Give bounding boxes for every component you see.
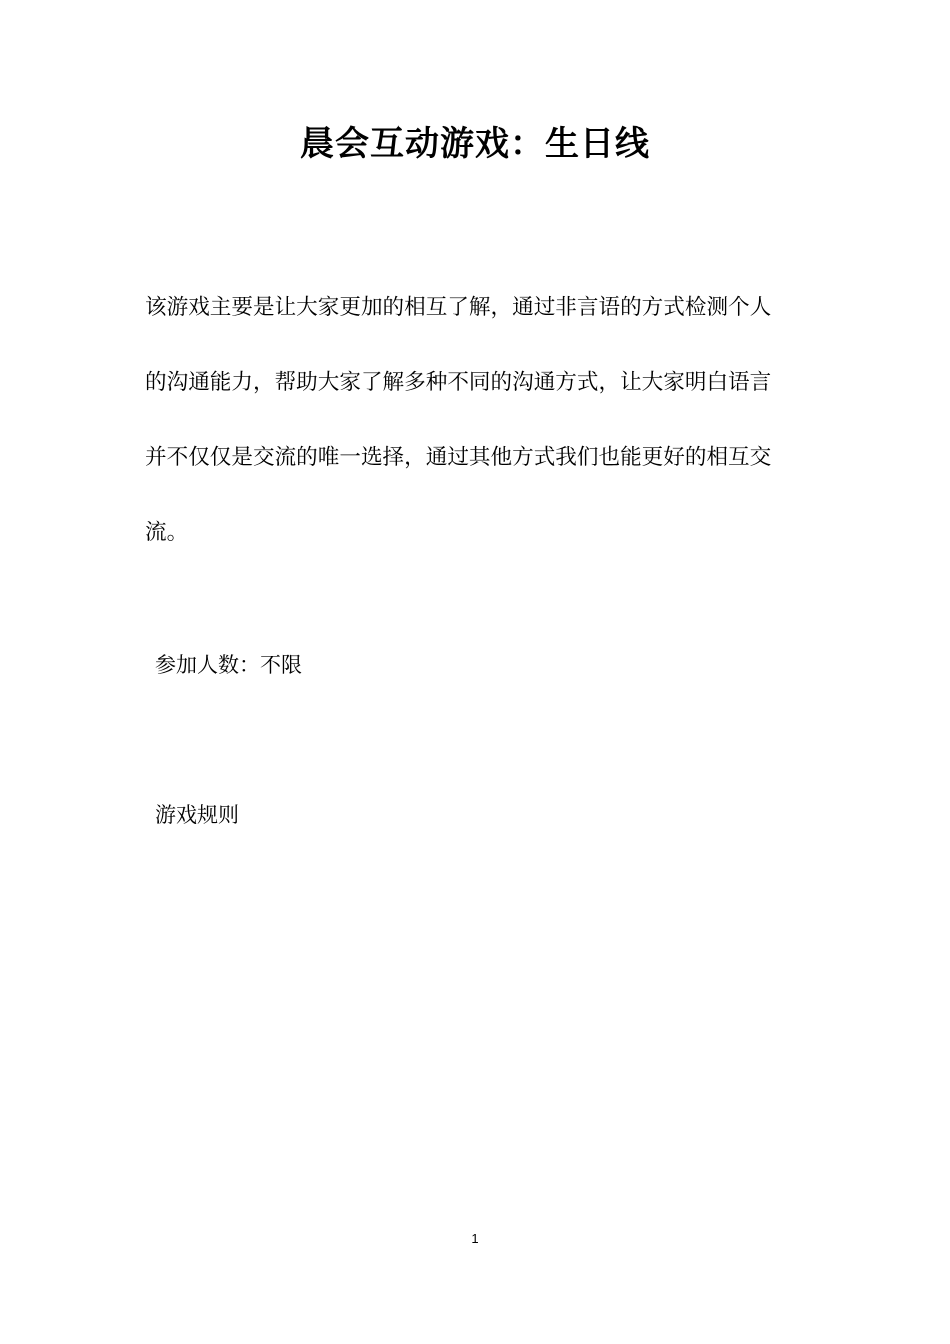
intro-line: 并不仅仅是交流的唯一选择，通过其他方式我们也能更好的相互交	[145, 445, 772, 470]
page-number: 1	[471, 1231, 479, 1246]
page-title: 晨会互动游戏：生日线	[300, 124, 650, 164]
intro-paragraph	[145, 270, 810, 570]
participants-info: 参加人数：不限	[155, 653, 302, 677]
intro-line: 的沟通能力，帮助大家了解多种不同的沟通方式，让大家明白语言	[145, 370, 772, 395]
rules-heading: 游戏规则	[155, 803, 239, 827]
intro-line: 流。	[145, 520, 189, 545]
intro-line: 该游戏主要是让大家更加的相互了解，通过非言语的方式检测个人	[145, 295, 772, 320]
